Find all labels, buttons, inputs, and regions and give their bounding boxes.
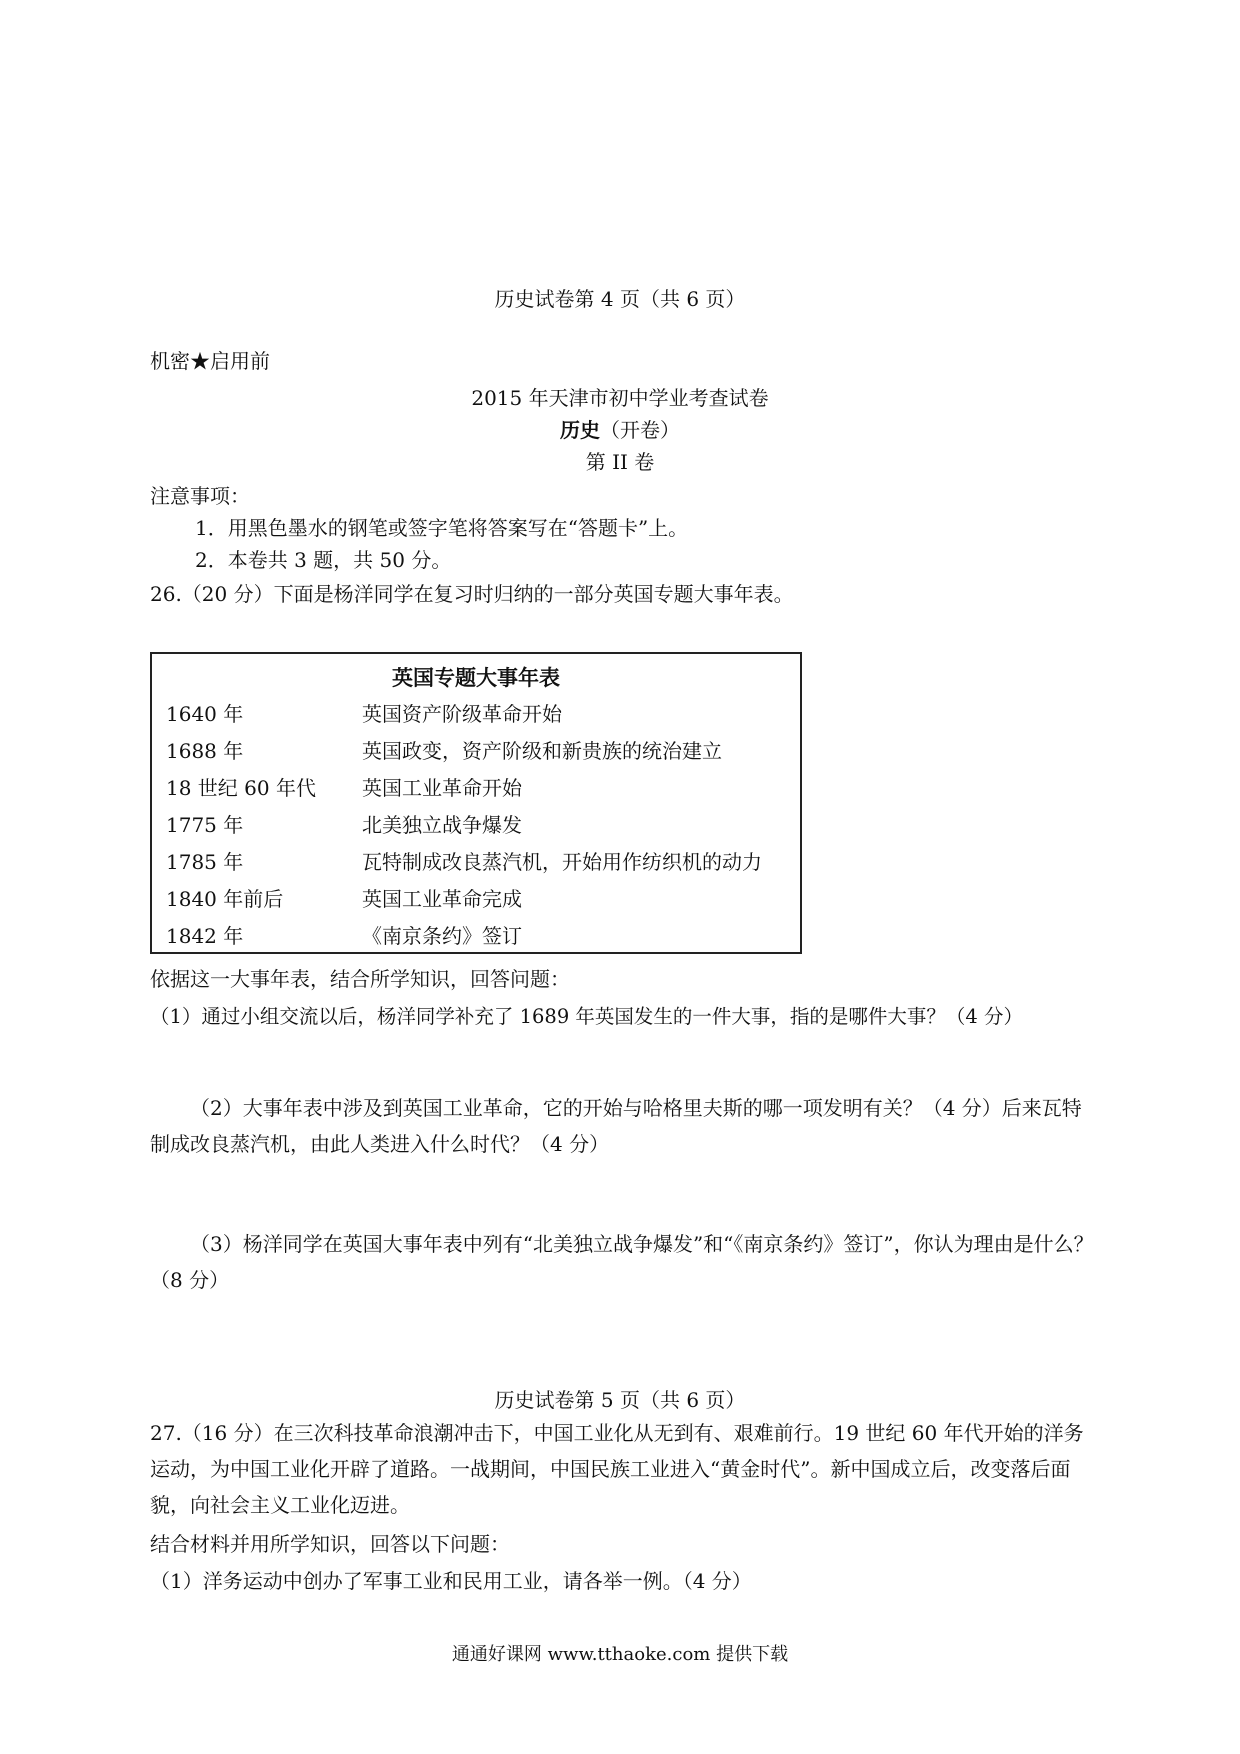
table-row [166,920,522,949]
q26-stem: 26.（20 分）下面是杨洋同学在复习时归纳的一部分英国专题大事年表。 [150,582,794,606]
table-row [166,809,522,838]
table-row [166,735,722,764]
row-year: 1842 年 [166,924,244,948]
table-row [166,698,562,727]
q27-sub1: （1）洋务运动中创办了军事工业和民用工业，请各举一例。（4 分） [150,1569,752,1593]
table-row [166,883,522,912]
subject-line [0,414,1240,443]
row-event: 英国政变，资产阶级和新贵族的统治建立 [362,739,722,763]
secret-label: 机密★启用前 [150,349,270,373]
subject-note: （开卷） [600,418,680,442]
notes-label: 注意事项： [150,484,250,508]
table-title: 英国专题大事年表 [392,665,560,690]
note-item: 1．用黑色墨水的钢笔或签字笔将答案写在“答题卡”上。 [195,516,689,540]
subject: 历史 [560,418,600,442]
q26-sub1: （1）通过小组交流以后，杨洋同学补充了 1689 年英国发生的一件大事，指的是哪件大事？（4 分） [150,1005,1024,1028]
row-event: 《南京条约》签订 [362,924,522,948]
table-row [166,846,762,875]
q27-intro: 结合材料并用所学知识，回答以下问题： [150,1532,510,1556]
row-year: 1688 年 [166,739,244,763]
q26-intro: 依据这一大事年表，结合所学知识，回答问题： [150,967,570,991]
row-event: 英国工业革命开始 [362,776,522,800]
event-timeline-table [150,652,802,954]
q26-sub3: （3）杨洋同学在英国大事年表中列有“北美独立战争爆发”和“《南京条约》签订”，你认为理由是什么？（8 分） [150,1232,1094,1292]
row-year: 18 世纪 60 年代 [166,776,316,800]
row-year: 1775 年 [166,813,244,837]
row-event: 瓦特制成改良蒸汽机，开始用作纺织机的动力 [362,850,762,874]
row-event: 北美独立战争爆发 [362,813,522,837]
row-event: 英国资产阶级革命开始 [362,702,562,726]
exam-title: 2015 年天津市初中学业考查试卷 [471,386,769,410]
row-year: 1840 年前后 [166,887,284,911]
page-header-4: 历史试卷第 4 页（共 6 页） [494,287,746,311]
page-header-5: 历史试卷第 5 页（共 6 页） [494,1388,746,1412]
download-footer: 通通好课网 www.tthaoke.com 提供下载 [451,1644,789,1665]
q27-stem: 27.（16 分）在三次科技革命浪潮冲击下，中国工业化从无到有、艰难前行。19 世纪 60 年代开始的洋务运动，为中国工业化开辟了道路。一战期间，中国民族工业进入“黄金时代”。新中国成立后，改变落后面貌，向社会主义工业化迈进。 [150,1421,1084,1517]
table-row [166,772,522,801]
note-item: 2．本卷共 3 题，共 50 分。 [195,548,452,572]
row-event: 英国工业革命完成 [362,887,522,911]
row-year: 1640 年 [166,702,244,726]
q26-sub2: （2）大事年表中涉及到英国工业革命，它的开始与哈格里夫斯的哪一项发明有关？（4 分）后来瓦特制成改良蒸汽机，由此人类进入什么时代？（4 分） [150,1096,1082,1156]
row-year: 1785 年 [166,850,244,874]
volume-label: 第 II 卷 [585,450,655,474]
